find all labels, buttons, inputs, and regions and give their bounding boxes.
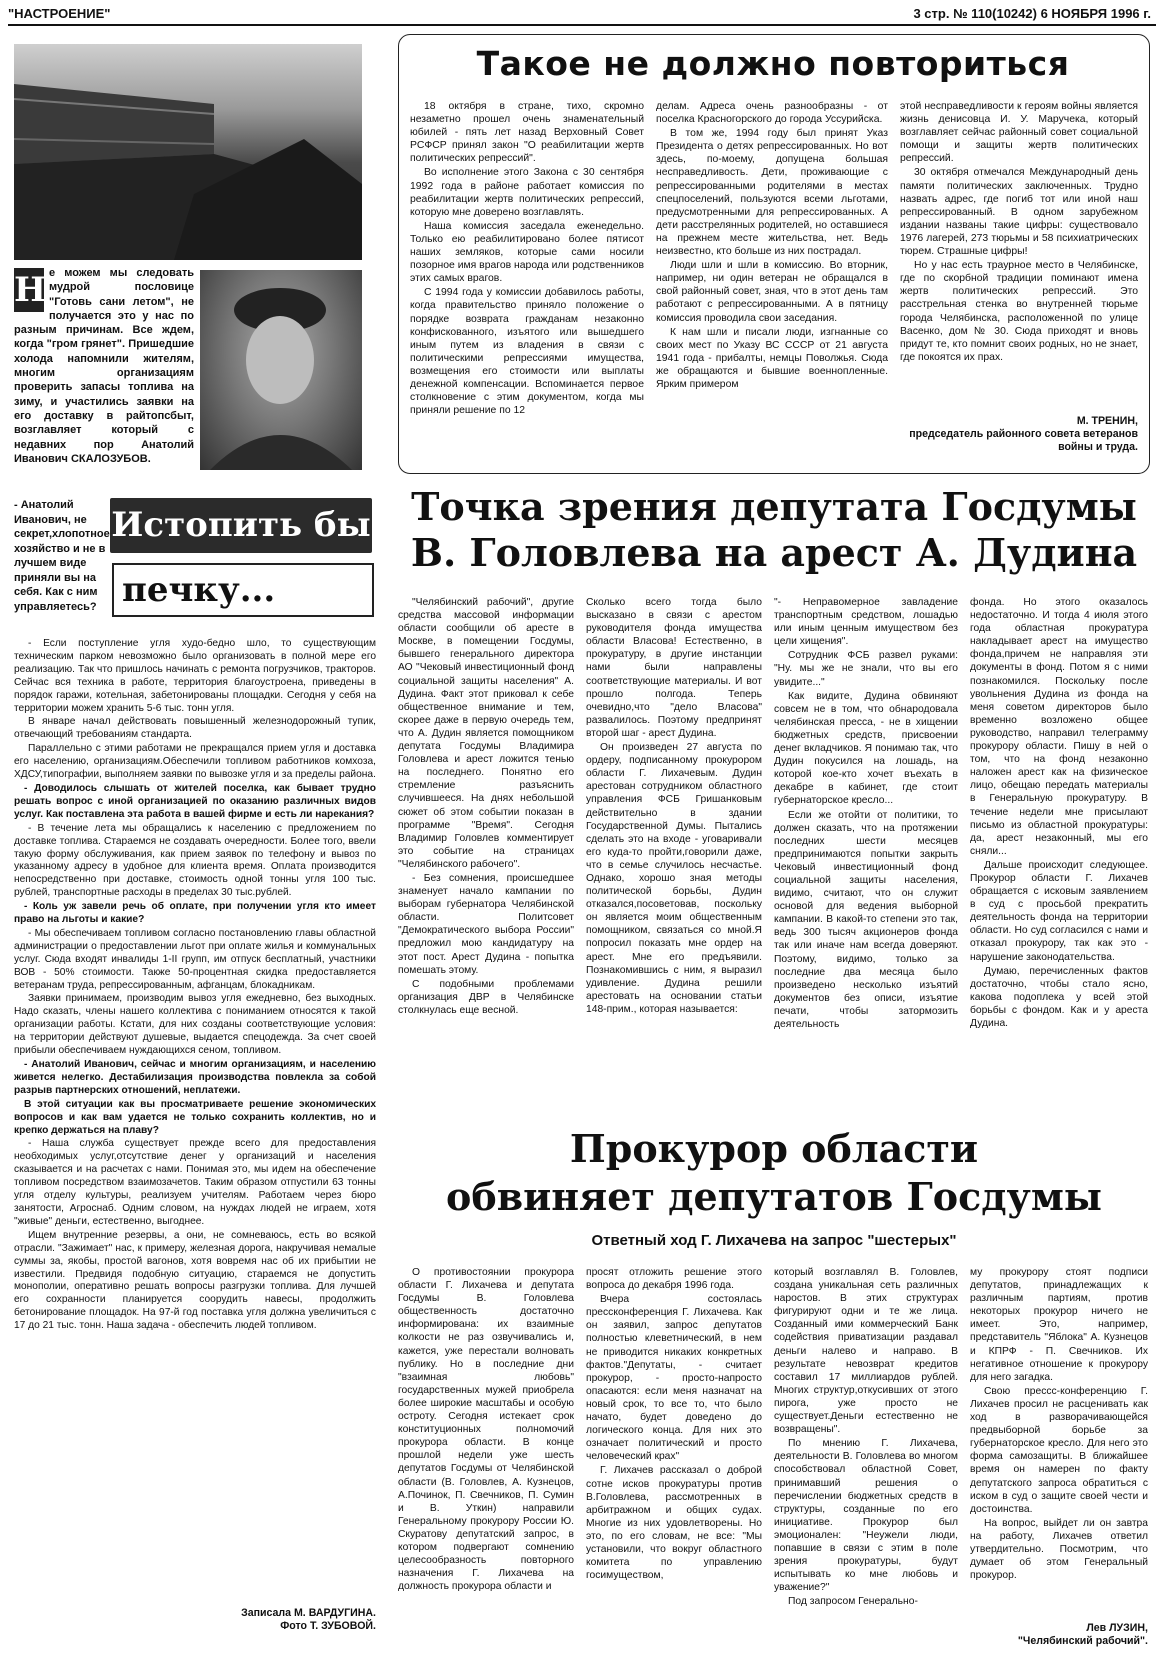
interview-answer: Ищем внутренние резервы, а они, не сомневаюсь, есть во всякой отрасли. "Зажимает" нас, к примеру, железная дорога, накручивая немалые суммы за, якобы, простой вагонов, хотя вовремя нас об их прибытии не известили. Предвидя подобную ситуацию, стараемся не допустить монополии, оперативно решать вопросы разгрузки топлива. Для лучшей его сохранности планируется соорудить навесы, продолжить бетонирование площадок. На 97-й год поставка угля должна увеличиться с 17 до 21 тыс. тонн. Наша задача - обеспечить людей топливом. bbox=[14, 1229, 376, 1332]
article2-col1-p1: "Челябинский рабочий", другие средства массовой информации области сообщили об аресте в Москве, в помещении Госдумы, бывшего генерального директора АО "Чековый инвестиционный фонд социальной защиты населения" А. Дудина. Факт этот приковал к себе общественное внимание и тем, скорее даже в первую очередь тем, что А. Дудин является помощником депутата Госдумы Владимира Головлева и арест ложится тенью на последнего. Понятно его стремление разъяснить случившееся. На днях небольшой сюжет об этом событии показан в программе "Время". Сегодня Владимир Головлев комментирует это событие на страницах "Челябинского рабочего". bbox=[398, 597, 574, 870]
article4-intro bbox=[14, 266, 194, 466]
article2-col3-p1: "- Неправомерное завладение транспортным средством, лошадью или иным ценным имуществом без цели хищения". bbox=[774, 597, 958, 648]
article3-col3-p3: Под запросом Генерально- bbox=[788, 1596, 918, 1608]
article3-col3-p1: который возглавлял В. Головлев, создана уникальная сеть различных наростов. В этих структурах фигурируют одни и те же лица. Созданный ими коммерческий Банк содействия приватизации раздавал деньги налево и направо. В результате невозврат кредитов составил 17 миллиардов рублей. Многих структур,откусивших от этого пирога, уже просто не существует.Деньги естественно не возвращены". bbox=[774, 1267, 958, 1436]
article1-col2-p4: К нам шли и писали люди, изгнанные со своих мест по Указу ВС СССР от 21 августа 1941 года - прибалты, немцы Поволжья. Сюда же обращаются и бывшие военнопленные. Ярким примером bbox=[656, 326, 888, 390]
header-rule bbox=[8, 24, 1156, 26]
article2-col2-p1: Сколько всего тогда было высказано в связи с арестом руководителя фонда имущества области Власова! Естественно, в прокуратуру, в другие инстанции нами были направлены соответствующие материалы. И вот прошло полгода. Теперь очевидно,что "дело Власова" развалилось. Поэтому предпринят второй шаг - арест Дудина. bbox=[586, 597, 762, 739]
article4-title-box1 bbox=[110, 498, 372, 553]
article2-col4-p3: Думаю, перечисленных фактов достаточно, чтобы стало ясно, какова подоплека у всей этой борьбы с фондом. Как и у ареста Дудина. bbox=[970, 965, 1148, 1029]
interview-answer: В январе начал действовать повышенный железнодорожный тупик, отвечающий требованиям стандарта. bbox=[14, 716, 376, 741]
credit-writer: Записала М. ВАРДУГИНА. bbox=[241, 1607, 376, 1619]
article4-title-line1: Истопить бы bbox=[111, 505, 371, 545]
article4-body bbox=[14, 638, 376, 1334]
interview-answer: - Мы обеспечиваем топливом согласно постановлению главы областной администрации о предоставлении льгот при оплате жилья и коммунальных услуг. Сюда входят инвалиды 1-II групп, им отпуск бесплатный, участники ВОВ - 50% стоимости. Также 50-процентная скидка предоставляется ветеранам труда, репрессированным, афганцам, блокадникам. bbox=[14, 927, 376, 991]
interview-question: - Коль уж завели речь об оплате, при получении угля кто имеет право на льготы и какие? bbox=[14, 901, 376, 926]
article2-title bbox=[398, 484, 1150, 576]
interview-question: - Анатолий Иванович, сейчас и многим организациям, и населению живется нелегко. Дестабилизация производства повлекла за собой разрыв партнерских отношений, неплатежи. bbox=[14, 1059, 376, 1096]
article1-col3-p2: 30 октября отмечался Международный день памяти политических заключенных. Трудно назвать адрес, где погиб тот или иной наш репрессированный. В одном зарубежном издании названы такие цифры: существовало 1976 лагерей, 273 тюрьмы и 58 психиатрических тюрем. Страшные цифры! bbox=[900, 167, 1138, 258]
article1-col1-p2: Во исполнение этого Закона с 30 сентября 1992 года в районе работает комиссия по реабилитации жертв политических репрессий, которую мне доверено возглавлять. bbox=[410, 167, 644, 218]
article3-title-line2: обвиняет депутатов Госдумы bbox=[446, 1174, 1102, 1219]
article1-sign-name: М. ТРЕНИН, bbox=[1076, 415, 1138, 427]
article3-col2 bbox=[586, 1266, 762, 1583]
article2-col2 bbox=[586, 596, 762, 1017]
article3-title-line1: Прокурор области bbox=[569, 1126, 979, 1171]
article3-col3-p2: По мнению Г. Лихачева, деятельности В. Головлева во многом способствовал областной Совет, принимавший решения о перечислении бюджетных средств в структуры, созданные по его инициативе. Прокурор был эмоционален: "Неужели люди, попавшие в связи с этим в поле зрения прокуратуры, будут испытывать ко мне любовь и уважение?" bbox=[774, 1438, 958, 1594]
article2-col3 bbox=[774, 596, 958, 1032]
article1-col1-p1: 18 октября в стране, тихо, скромно незаметно прошел очень знаменательный юбилей - пять лет назад Верховный Совет РСФСР принял закон "О реабилитации жертв политических репрессий". bbox=[410, 101, 644, 165]
article2-col3-p3: Как видите, Дудина обвиняют совсем не в том, что обнародовала челябинская пресса, - не в хищении бюджетных средств, присвоении денег вкладчиков. Я понимаю так, что Дудин покусился на лошадь, на которой кое-кто хочет въехать в декабре в кабинет, где стоит губернаторское кресло... bbox=[774, 690, 958, 807]
dropcap-letter: Н bbox=[14, 270, 47, 310]
article2-title-line1: Точка зрения депутата Госдумы bbox=[411, 484, 1137, 529]
article2-col1 bbox=[398, 596, 574, 1018]
article3-col4-p2: Свою прессс-конференцию Г. Лихачев просил не расценивать как ход в разворачивающейся предвыборной борьбе за губернаторское кресло. Для него это форма самозащиты. В ближайшее время он намерен по факту депутатского запроса обратиться с иском в суд о защите своей чести и достоинства. bbox=[970, 1385, 1148, 1515]
article3-signature bbox=[970, 1622, 1148, 1648]
interview-answer: - Если поступление угля худо-бедно шло, то существующим техническим парком невозможно было организовать в полной мере его реализацию. Так что пришлось начинать с ремонта погрузчиков, тракторов. Сейчас вся техника в работе, территория благоустроена, приведены в порядок гаражи, котельная, забетонированы площадки. Сегодня у себя на территории можем хранить 5-6 тыс. тонн угля. bbox=[14, 638, 376, 714]
article1-col1 bbox=[410, 100, 644, 418]
article1-sign-title: председатель районного совета ветеранов войны и труда. bbox=[909, 428, 1138, 453]
article3-col4 bbox=[970, 1266, 1148, 1583]
article4-first-question: - Анатолий Иванович, не секрет,хлопотное хозяйство и не в лучшем виде приняли вы на себя. Как с ним управляетесь? bbox=[14, 499, 110, 613]
credit-photo: Фото Т. ЗУБОВОЙ. bbox=[280, 1620, 376, 1632]
article2-col3-p4: Если же отойти от политики, то должен сказать, что на протяжении последних шести месяцев предпринимаются попытки закрыть Чековый инвестиционный фонд социальной защиты населения, видимо, считают, что он служит основой для ведения выборной кампании. В какой-то степени это так, ведь 300 тысяч акционеров фонда так или иначе нам всегда доверяют. Поэтому, видимо, только за последние два месяца было произведено несколько изъятий документов без описи, изъятие печати, чтобы затормозить деятельность bbox=[774, 809, 958, 1030]
article3-col4-p3: На вопрос, выйдет ли он завтра на работу, Лихачев ответил утвердительно. Посмотрим, что думает об этом Генеральный прокурор. bbox=[970, 1517, 1148, 1582]
coal-yard-illustration bbox=[14, 44, 362, 260]
article2-col3-p2: Сотрудник ФСБ развел руками: "Ну. мы же не знали, что вы его увидите..." bbox=[774, 650, 958, 688]
article3-col2-p2: Вчера состоялась прессконференция Г. Лихачева. Как он заявил, запрос депутатов полностью клеветнический, в нем не приводится никаких конкретных фактов."Депутаты, - считает прокурор, - просто-напросто опасаются: если меня назначат на новый срок, то все то, что было начато, будет доведено до логического конца. Для них это означает политический и просто человеческий крах" bbox=[586, 1294, 762, 1463]
article2-col2-p2: Он произведен 27 августа по ордеру, подписанному прокурором области Г. Лихачевым. Дудин арестован сотрудником областного управления ФСБ Гришанковым действительно в здании Государственной Думы. Пытались сделать это на входе - уговаривали его куда-то пройти,говорили даже, что в семье случилось несчастье. Однако, хорошо зная методы политической борьбы, Дудин отказался,посоветовав, поскольку он является моим общественным помощником, связаться со мной.Я попросил показать мне ордер на арест. Мне его предъявили. Познакомившись с ним, я выразил удивление. Дудина решили арестовать на основании статьи 148-прим., которая называется: bbox=[586, 742, 762, 1015]
interview-question: - Доводилось слышать от жителей поселка, как бывает трудно решать вопрос с иной организацией по оказанию различных видов услуг. Как поставлена эта работа в вашей фирме и есть ли нарекания? bbox=[14, 782, 376, 820]
issue-info: 3 стр. № 110(10242) 6 НОЯБРЯ 1996 г. bbox=[913, 6, 1151, 21]
article1-col2-p1: делам. Адреса очень разнообразны - от поселка Красногорского до города Уссурийска. bbox=[656, 101, 888, 126]
article3-col4-p1: му прокурору стоят подписи депутатов, принадлежащих к различным партиям, против некоторых прокурор ничего не имеет. Это, например, представитель "Яблока" А. Кузнецов и КПРФ - П. Свечников. Их негативное отношение к прокурору для него загадка. bbox=[970, 1267, 1148, 1383]
interview-answer: Заявки принимаем, производим вывоз угля ежедневно, без выходных. Надо сказать, члены нашего коллектива с пониманием относятся к такой организации работы. Кстати, для них созданы соответствующие условия: на территории действуют душевые, выдается спецодежда. За счет своей прибыли обеспечиваем нуждающихся сеном, топливом. bbox=[14, 993, 376, 1057]
article3-subtitle: Ответный ход Г. Лихачева на запрос "шестерых" bbox=[591, 1232, 957, 1249]
interview-answer: - В течение лета мы обращались к населению с предложением по доставке топлива. Стараемся не создавать очередности. Более того, ввели такую форму обслуживания, как прием заявок по телефону и вывоз по указанному адресу в удобное для клиента время. Оплата производится непосредственно при доставке, стоимость одной тонны угля 100 тыс. рублей, транспортные расходы в пределах 30 тыс.рублей. bbox=[14, 822, 376, 899]
article2-title-line2: В. Головлева на арест А. Дудина bbox=[410, 530, 1138, 575]
article2-col1-p3: С подобными проблемами организация ДВР в Челябинске столкнулась еще весной. bbox=[398, 978, 574, 1016]
article4-title-line2: печку... bbox=[122, 570, 276, 610]
article3-col2-p1: просят отложить решение этого вопроса до декабря 1996 года. bbox=[586, 1267, 762, 1292]
article3-col3 bbox=[774, 1266, 958, 1609]
article1-col2-p3: Люди шли и шли в комиссию. Во вторник, например, ни один ветеран не обращался в свой районный совет, зная, что в этот день там работают с репрессированными. А в пятницу комиссия проводила свои заседания. bbox=[656, 260, 888, 324]
article3-sign-title: "Челябинский рабочий". bbox=[1017, 1635, 1148, 1647]
article4-credits bbox=[14, 1607, 376, 1633]
article3-col1 bbox=[398, 1266, 574, 1594]
article1-signature bbox=[900, 415, 1138, 454]
article1-col3-p3: Но у нас есть траурное место в Челябинске, где по скорбной традиции поминают имена жертв политических репрессий. Это расстрельная стенка во внутренней тюрьме города Челябинска, расположенной по улице Васенко, дом № 30. Сюда приходят и вновь придут те, кто помнит своих родных, но не знает, где покоятся их прах. bbox=[900, 260, 1138, 363]
section-label: "НАСТРОЕНИЕ" bbox=[8, 6, 111, 21]
article1-col3-p1: этой несправедливости к героям войны является жизнь денисовца И. У. Маручека, который возглавляет сейчас районный совет социальной помощи и защиты жертв политических репрессий. bbox=[900, 101, 1138, 165]
portrait-illustration bbox=[200, 270, 362, 470]
article1-col1-p4: С 1994 года у комиссии добавилось работы, когда правительство приняло положение о порядке возврата гражданам незаконно конфискованного, изъятого или вышедшего иным путем из владения в связи с политическими репрессиями имущества, возмещения его стоимости или выплаты денежной компенсации. Вспоминается первое столкновение с этим документом, когда мы приняли решение по 12 bbox=[410, 287, 644, 417]
article2-col4-p1: фонда. Но этого оказалось недостаточно. И тогда 4 июля этого года областная прокуратура накладывает арест на имущество фонда,причем не направляя эти документы в фонд. Потом я с ними познакомился. Поскольку после увольнения Дудина из фонда на меня советом директоров было временно возложено общее руководство, направил телеграмму прокурору области. Пишу в ней о том, что на фонд незаконно наложен арест как на физическое лицо, обещаю передать материалы в Генеральную прокуратуру. В течение недели мне присылают письмо из областной прокуратуры: да, арест незаконный, мы его сняли... bbox=[970, 597, 1148, 857]
photo-skalozubov bbox=[200, 270, 362, 470]
article1-col3 bbox=[900, 100, 1138, 365]
article3-col1-p1: О противостоянии прокурора области Г. Лихачева и депутата Госдумы В. Головлева общественность достаточно информирована: их взаимные колкости не раз озвучивались и, кажется, уже перестали волновать публику. Но в последние дни "взаимная любовь" государственных мужей приобрела более широкие масштабы и особую остроту. Сегодня истекает срок конституционных полномочий прокурора области. В конце прошлой недели уже шесть депутатов Госдумы от Челябинской области (В. Головлев, А. Кузнецов, А.Починок, П. Свечников, П. Сумин и В. Уткин) направили Генеральному прокурору России Ю. Скуратову депутатский запрос, в котором подвергают сомнению целесообразность повторного назначения Г. Лихачева на должность прокурора области и bbox=[398, 1267, 574, 1593]
article4-intro-text: е можем мы следовать мудрой пословице "Готовь сани летом", не получается это у нас по разным причинам. Все ждем, когда "гром грянет". Пришедшие холода напомнили жителям, многим организациям проверить запасы топлива на зиму, и участились заявки на его доставку в райтопсбыт, возглавляет который с недавних пор Анатолий Иванович СКАЛОЗУБОВ. bbox=[14, 267, 194, 465]
photo-coal-yard bbox=[14, 44, 362, 260]
interview-answer: Параллельно с этими работами не прекращался прием угля и доставка его населению, организациям.Обеспечили топливом работников комхоза, ХДСУ,типографии, выполняем заявки по вывозке угля и за пределы района. bbox=[14, 743, 376, 781]
article3-sign-name: Лев ЛУЗИН, bbox=[1086, 1622, 1148, 1634]
article1-col2 bbox=[656, 100, 888, 392]
article2-col4-p2: Дальше происходит следующее. Прокурор области Г. Лихачев обращается с исковым заявлением в суд с просьбой прекратить деятельность фонда на территории области. Но суд согласился с нами и отказал прокурору, так как это - нарушение законодательства. bbox=[970, 859, 1148, 963]
interview-answer: - Наша служба существует прежде всего для предоставления необходимых услуг,отсутствие денег у организаций и населения сказывается и на расчетах с нами. Понимая это, мы идем на обеспечение топливом посредством взаимозачетов. Таким образом отпустили 63 тонны угля отделу культуры, реализуем учителям. Работаем через бюро занятости, Агроснаб. Одним словом, на нуждах людей не играем, хотя "живые" деньги, естественно, выгоднее. bbox=[14, 1138, 376, 1227]
article3-col2-p3: Г. Лихачев рассказал о доброй сотне исков прокуратуры против В.Головлева, рассмотренных в арбитражном и общих судах. Многие из них удовлетворены. Но это, по его словам, не все: "Мы установили, что вокруг областного комитета по управлению госимуществом, bbox=[586, 1465, 762, 1582]
article3-title bbox=[398, 1125, 1150, 1221]
article1-col2-p2: В том же, 1994 году был принят Указ Президента о детях репрессированных. Но вот здесь, по-моему, допущена большая несправедливость. Дети, проживающие с репрессированными родителями в местах спецпоселений, пользуются всеми льготами, предусмотренными для репрессированных. А дети расстрелянных родителей, но оставшиеся на прежнем месте жительства, нет. Ведь неизвестно, кто больше из них пострадал. bbox=[656, 128, 888, 258]
article2-col1-p2: - Без сомнения, происшедшее знаменует начало кампании по выборам губернатора Челябинской области. Политсовет "Демократического выбора России" предложил мою кандидатуру на этот пост. Арест Дудина - попытка помешать этому. bbox=[398, 872, 574, 976]
article4-title-box2 bbox=[112, 563, 374, 617]
article2-col4 bbox=[970, 596, 1148, 1031]
article1-title: Такое не должно повториться bbox=[476, 44, 1070, 83]
interview-question: В этой ситуации как вы просматриваете решение экономических вопросов и как вам удается не только сохранить коллектив, но и крепко держаться на плаву? bbox=[14, 1098, 376, 1136]
article1-col1-p3: Наша комиссия заседала еженедельно. Только ею реабилитировано более пятисот наших земляков, которые сами носили позорное имя врагов народа или родственников этих самых врагов. bbox=[410, 220, 644, 285]
